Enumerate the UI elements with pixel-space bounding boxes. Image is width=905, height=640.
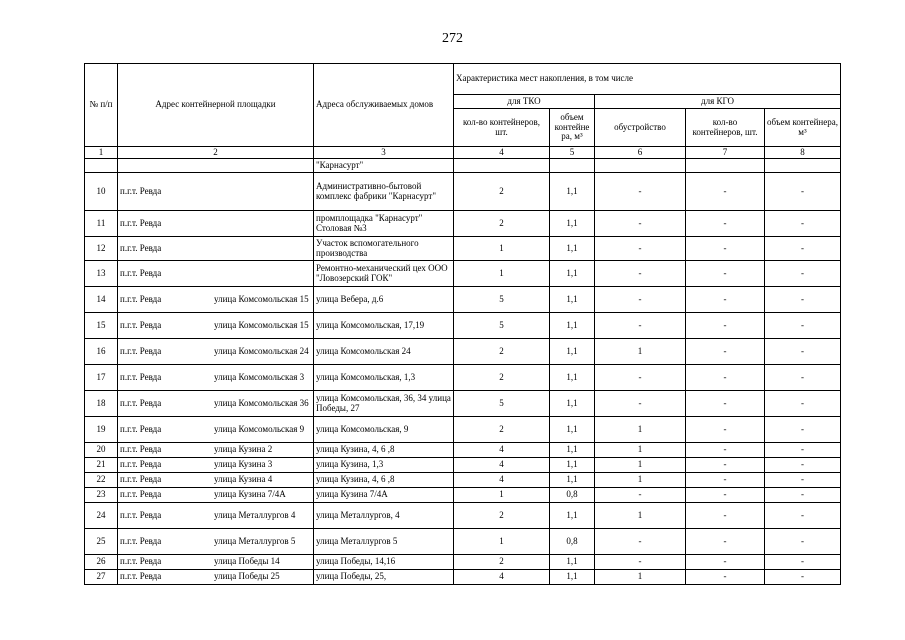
served-houses: Ремонтно-механический цех ООО "Ловозерский ГОК" [314,261,454,287]
tko-volume: 1,1 [550,261,595,287]
table-row [85,570,841,585]
row-number: 16 [85,339,118,365]
tko-count: 4 [454,443,550,458]
header-tko-count: кол-во контейнеров, шт. [454,109,550,147]
kgo-volume: - [765,365,841,391]
site-address [118,488,314,503]
table-row [85,503,841,529]
site-street: улица Комсомольская 3 [214,371,305,382]
col-number: 8 [765,147,841,159]
header-kgo: для КГО [595,95,841,109]
kgo-count: - [686,488,765,503]
tko-count: 2 [454,365,550,391]
tko-count: 5 [454,313,550,339]
kgo-setup: 1 [595,473,686,488]
site-street: улица Металлургов 5 [214,535,296,546]
header-tko: для ТКО [454,95,595,109]
site-city: п.г.т. Ревда [120,535,162,546]
site-street: улица Кузина 7/4А [214,489,286,500]
row-number: 14 [85,287,118,313]
site-street: улица Комсомольская 24 [214,345,309,356]
kgo-setup [595,159,686,173]
kgo-setup: - [595,237,686,261]
site-address [118,339,314,365]
served-houses: Административно-бытовой комплекс фабрики "Карнасурт" [314,173,454,211]
kgo-setup: - [595,555,686,570]
kgo-volume: - [765,473,841,488]
served-houses: улица Победы, 25, [314,570,454,585]
tko-count: 1 [454,488,550,503]
table-row [85,391,841,417]
site-address [118,503,314,529]
table-body [85,159,841,585]
kgo-volume: - [765,488,841,503]
row-number: 12 [85,237,118,261]
kgo-count: - [686,173,765,211]
row-number: 25 [85,529,118,555]
tko-count: 1 [454,529,550,555]
header-tko-volume: объем контейне ра, м³ [550,109,595,147]
served-houses: улица Комсомольская, 36, 34 улица Победы, 27 [314,391,454,417]
row-number [85,159,118,173]
container-sites-table [84,63,841,585]
site-street: улица Комсомольская 36 [214,397,309,408]
tko-count: 2 [454,555,550,570]
tko-volume: 1,1 [550,287,595,313]
tko-volume: 1,1 [550,237,595,261]
site-address [118,261,314,287]
site-city: п.г.т. Ревда [120,267,162,278]
tko-volume: 1,1 [550,458,595,473]
site-city: п.г.т. Ревда [120,556,162,567]
table-row [85,473,841,488]
col-number: 3 [314,147,454,159]
kgo-count: - [686,391,765,417]
table-row [85,261,841,287]
served-houses: улица Комсомольская, 9 [314,417,454,443]
table-row [85,159,841,173]
row-number: 26 [85,555,118,570]
site-street: улица Победы 14 [214,556,280,567]
row-number: 11 [85,211,118,237]
col-number: 5 [550,147,595,159]
served-houses: улица Вебера, д.6 [314,287,454,313]
row-number: 19 [85,417,118,443]
kgo-count [686,159,765,173]
table-row [85,529,841,555]
kgo-volume: - [765,261,841,287]
site-city: п.г.т. Ревда [120,345,162,356]
tko-volume: 1,1 [550,503,595,529]
col-number: 1 [85,147,118,159]
site-city: п.г.т. Ревда [120,444,162,455]
kgo-volume: - [765,313,841,339]
table-row [85,313,841,339]
site-address [118,391,314,417]
kgo-volume: - [765,417,841,443]
row-number: 27 [85,570,118,585]
kgo-setup: 1 [595,570,686,585]
row-number: 13 [85,261,118,287]
served-houses: Участок вспомогательного производства [314,237,454,261]
table-row [85,339,841,365]
header-kgo-setup: обустройство [595,109,686,147]
header-served: Адреса обслуживаемых домов [314,64,454,147]
kgo-count: - [686,555,765,570]
site-city: п.г.т. Ревда [120,474,162,485]
site-city: п.г.т. Ревда [120,217,162,228]
col-number: 4 [454,147,550,159]
tko-volume: 1,1 [550,473,595,488]
tko-volume: 1,1 [550,391,595,417]
kgo-count: - [686,237,765,261]
tko-count: 2 [454,503,550,529]
site-city: п.г.т. Ревда [120,293,162,304]
site-address [118,443,314,458]
kgo-setup: - [595,391,686,417]
kgo-count: - [686,287,765,313]
kgo-volume: - [765,570,841,585]
kgo-volume: - [765,443,841,458]
kgo-setup: 1 [595,443,686,458]
kgo-setup: 1 [595,417,686,443]
site-street: улица Комсомольская 15 [214,319,309,330]
kgo-count: - [686,570,765,585]
page-number: 272 [442,31,463,46]
site-city: п.г.т. Ревда [120,242,162,253]
kgo-count: - [686,339,765,365]
kgo-setup: - [595,365,686,391]
tko-count: 2 [454,173,550,211]
served-houses: улица Комсомольская, 1,3 [314,365,454,391]
served-houses: промплощадка "Карнасурт" Столовая №3 [314,211,454,237]
row-number: 18 [85,391,118,417]
table-row [85,237,841,261]
site-city: п.г.т. Ревда [120,397,162,408]
served-houses: улица Комсомольская, 17,19 [314,313,454,339]
served-houses: улица Победы, 14,16 [314,555,454,570]
kgo-volume: - [765,529,841,555]
served-houses: улица Кузина, 1,3 [314,458,454,473]
site-address [118,570,314,585]
site-address [118,365,314,391]
kgo-volume: - [765,237,841,261]
row-number: 17 [85,365,118,391]
site-street: улица Победы 25 [214,571,280,582]
site-city: п.г.т. Ревда [120,459,162,470]
column-numbers-row [85,147,841,159]
kgo-count: - [686,443,765,458]
served-houses: улица Кузина 7/4А [314,488,454,503]
kgo-count: - [686,313,765,339]
tko-volume: 1,1 [550,211,595,237]
table-row [85,555,841,570]
kgo-setup: 1 [595,503,686,529]
kgo-volume: - [765,339,841,365]
table-row [85,417,841,443]
kgo-volume: - [765,287,841,313]
kgo-count: - [686,365,765,391]
row-number: 10 [85,173,118,211]
tko-volume: 1,1 [550,417,595,443]
site-address [118,237,314,261]
kgo-setup: - [595,488,686,503]
table-row [85,488,841,503]
kgo-setup: - [595,313,686,339]
site-street: улица Кузина 2 [214,444,273,455]
table-row [85,173,841,211]
kgo-setup: - [595,173,686,211]
row-number: 21 [85,458,118,473]
site-city: п.г.т. Ревда [120,319,162,330]
kgo-volume: - [765,391,841,417]
tko-volume: 1,1 [550,555,595,570]
kgo-setup: - [595,211,686,237]
site-address [118,555,314,570]
kgo-volume: - [765,503,841,529]
kgo-volume: - [765,211,841,237]
site-city: п.г.т. Ревда [120,509,162,520]
tko-volume: 1,1 [550,313,595,339]
site-city: п.г.т. Ревда [120,371,162,382]
table-row [85,365,841,391]
col-number: 6 [595,147,686,159]
served-houses: улица Металлургов, 4 [314,503,454,529]
site-street: улица Кузина 4 [214,474,273,485]
tko-volume: 1,1 [550,570,595,585]
kgo-count: - [686,458,765,473]
kgo-volume: - [765,555,841,570]
tko-volume [550,159,595,173]
col-number: 7 [686,147,765,159]
site-address [118,458,314,473]
table-row [85,443,841,458]
table-row [85,211,841,237]
kgo-count: - [686,503,765,529]
row-number: 23 [85,488,118,503]
col-number: 2 [118,147,314,159]
tko-count: 2 [454,417,550,443]
kgo-volume [765,159,841,173]
tko-count: 4 [454,570,550,585]
served-houses: улица Комсомольская 24 [314,339,454,365]
header-address: Адрес контейнерной площадки [118,64,314,147]
served-houses: улица Кузина, 4, 6 ,8 [314,473,454,488]
site-address [118,173,314,211]
tko-volume: 1,1 [550,443,595,458]
tko-count [454,159,550,173]
site-address [118,159,314,173]
kgo-count: - [686,473,765,488]
tko-volume: 1,1 [550,173,595,211]
table-header [85,64,841,159]
served-houses: "Карнасурт" [314,159,454,173]
site-city: п.г.т. Ревда [120,423,162,434]
site-address [118,287,314,313]
site-address [118,473,314,488]
kgo-count: - [686,261,765,287]
tko-count: 4 [454,473,550,488]
kgo-count: - [686,211,765,237]
tko-volume: 1,1 [550,339,595,365]
kgo-volume: - [765,458,841,473]
site-street: улица Металлургов 4 [214,509,296,520]
kgo-volume: - [765,173,841,211]
tko-count: 1 [454,261,550,287]
site-street: улица Кузина 3 [214,459,273,470]
table-row [85,458,841,473]
kgo-count: - [686,529,765,555]
header-characteristics: Характеристика мест накопления, в том числе [454,64,841,95]
tko-count: 5 [454,391,550,417]
site-city: п.г.т. Ревда [120,571,162,582]
tko-count: 2 [454,211,550,237]
kgo-setup: 1 [595,458,686,473]
site-city: п.г.т. Ревда [120,489,162,500]
site-address [118,211,314,237]
tko-count: 4 [454,458,550,473]
kgo-setup: 1 [595,339,686,365]
row-number: 20 [85,443,118,458]
site-address [118,529,314,555]
tko-volume: 1,1 [550,365,595,391]
site-street: улица Комсомольская 15 [214,293,309,304]
site-address [118,417,314,443]
kgo-setup: - [595,529,686,555]
tko-volume: 0,8 [550,529,595,555]
site-city: п.г.т. Ревда [120,185,162,196]
kgo-setup: - [595,287,686,313]
row-number: 22 [85,473,118,488]
tko-volume: 0,8 [550,488,595,503]
tko-count: 2 [454,339,550,365]
tko-count: 1 [454,237,550,261]
kgo-count: - [686,417,765,443]
tko-count: 5 [454,287,550,313]
site-street: улица Комсомольская 9 [214,423,305,434]
header-kgo-volume: объем контейнера, м³ [765,109,841,147]
served-houses: улица Металлургов 5 [314,529,454,555]
table-row [85,287,841,313]
header-num: № п/п [85,64,118,147]
site-address [118,313,314,339]
header-kgo-count: кол-во контейнеров, шт. [686,109,765,147]
row-number: 15 [85,313,118,339]
row-number: 24 [85,503,118,529]
served-houses: улица Кузина, 4, 6 ,8 [314,443,454,458]
kgo-setup: - [595,261,686,287]
